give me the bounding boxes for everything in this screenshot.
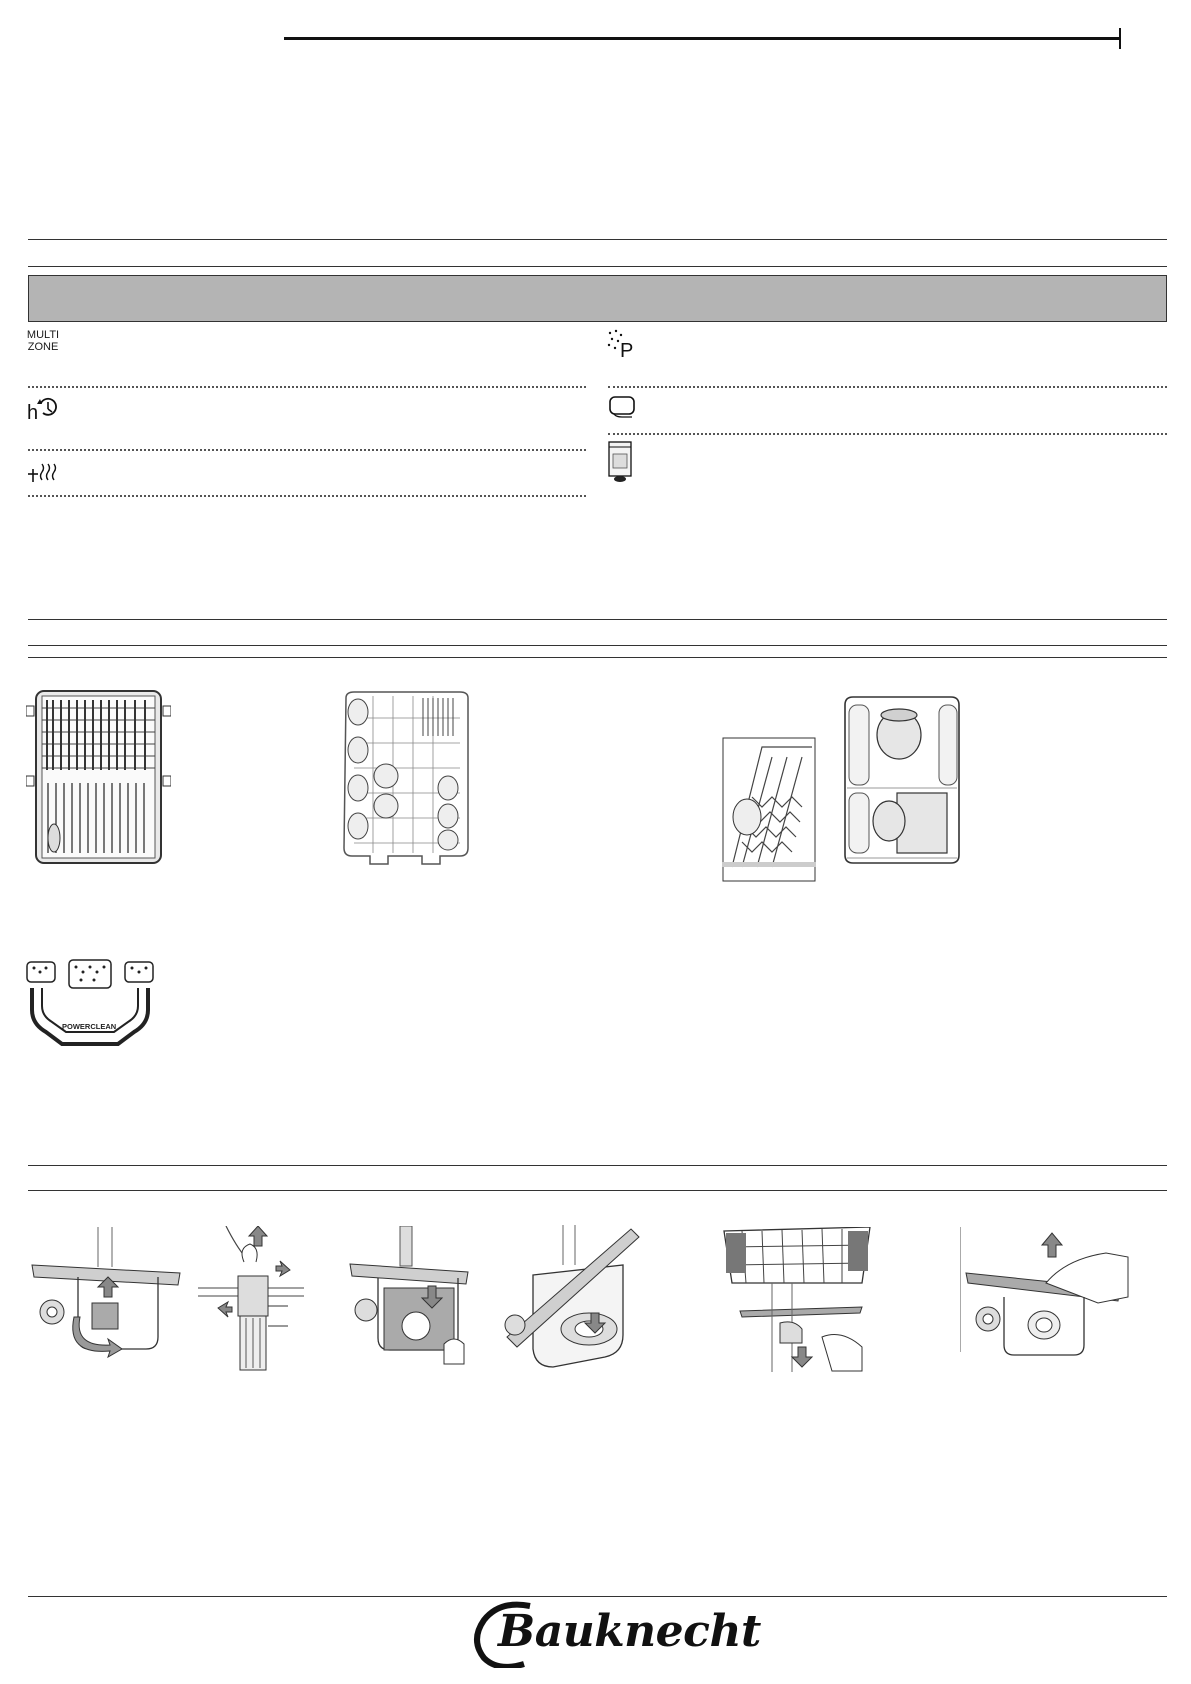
multizone-label-2: ZONE bbox=[27, 341, 59, 353]
filter-step-1-illustration bbox=[30, 1227, 182, 1367]
section-rule bbox=[28, 1165, 1167, 1166]
divider bbox=[608, 386, 1167, 388]
section-rule bbox=[28, 619, 1167, 620]
multizone-icon bbox=[26, 329, 60, 353]
delay-start-icon bbox=[26, 393, 60, 425]
filter-step-4-illustration bbox=[503, 1225, 653, 1373]
upper-rack-illustration bbox=[338, 688, 476, 868]
extra-dry-icon bbox=[26, 460, 60, 486]
spray-arm-step-1-illustration bbox=[722, 1227, 872, 1372]
section-rule bbox=[28, 657, 1167, 658]
lower-rack-tilted-illustration bbox=[722, 737, 816, 882]
divider bbox=[608, 433, 1167, 435]
lower-rack-illustration bbox=[839, 693, 965, 870]
filter-step-3-illustration bbox=[348, 1226, 473, 1371]
spray-arm-step-2-illustration bbox=[960, 1227, 1130, 1367]
brand-wordmark: Bauknecht bbox=[498, 1606, 761, 1657]
header-rule bbox=[284, 37, 1120, 40]
options-header-band bbox=[28, 275, 1167, 322]
section-rule bbox=[28, 1190, 1167, 1191]
divider bbox=[28, 386, 586, 388]
power-clean-icon bbox=[606, 329, 644, 359]
cutlery-tray-illustration bbox=[26, 688, 171, 868]
powerclean-label: POWERCLEAN bbox=[62, 1022, 117, 1031]
divider bbox=[28, 495, 586, 497]
header-rule-tick bbox=[1119, 28, 1121, 49]
section-rule bbox=[28, 239, 1167, 240]
powerclean-illustration bbox=[26, 958, 154, 1050]
footer-rule bbox=[28, 1596, 1167, 1597]
section-rule bbox=[28, 266, 1167, 267]
delay-h-letter: h bbox=[27, 402, 39, 424]
tablet-icon bbox=[608, 394, 638, 418]
half-load-icon bbox=[606, 440, 634, 484]
multizone-label-1: MULTI bbox=[26, 329, 60, 341]
brand-logo bbox=[472, 1600, 761, 1668]
section-rule bbox=[28, 645, 1167, 646]
divider bbox=[28, 449, 586, 451]
filter-step-2-illustration bbox=[198, 1226, 304, 1371]
power-p-letter: P bbox=[620, 340, 634, 359]
